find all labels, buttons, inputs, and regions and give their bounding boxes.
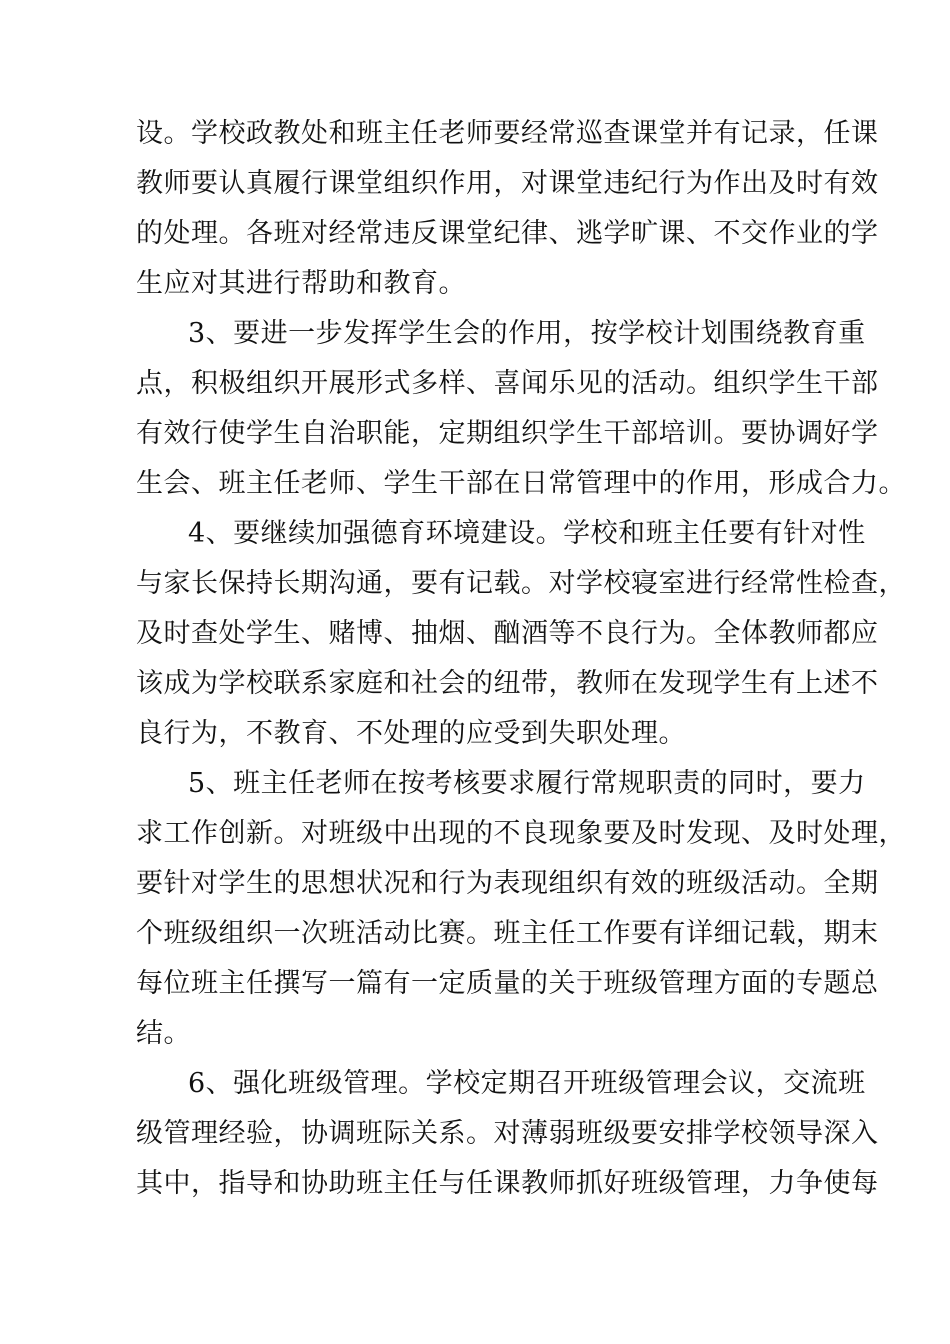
text-line: 生应对其进行帮助和教育。 bbox=[136, 268, 466, 299]
text-line: 个班级组织一次班活动比赛。班主任工作要有详细记载，期末 bbox=[136, 918, 879, 949]
text-line: 生会、班主任老师、学生干部在日常管理中的作用，形成合力。 bbox=[136, 468, 906, 499]
text-line: 要针对学生的思想状况和行为表现组织有效的班级活动。全期 bbox=[136, 868, 879, 899]
text-line: 教师要认真履行课堂组织作用，对课堂违纪行为作出及时有效 bbox=[136, 168, 879, 199]
paragraph-first-line: 4、要继续加强德育环境建设。学校和班主任要有针对性 bbox=[188, 518, 866, 549]
text-line: 及时查处学生、赌博、抽烟、酗酒等不良行为。全体教师都应 bbox=[136, 618, 879, 649]
text-line: 点，积极组织开展形式多样、喜闻乐见的活动。组织学生干部 bbox=[136, 368, 879, 399]
text-line: 每位班主任撰写一篇有一定质量的关于班级管理方面的专题总 bbox=[136, 968, 879, 999]
text-line: 求工作创新。对班级中出现的不良现象要及时发现、及时处理， bbox=[136, 818, 906, 849]
text-line: 设。学校政教处和班主任老师要经常巡查课堂并有记录，任课 bbox=[136, 118, 879, 149]
text-line: 其中，指导和协助班主任与任课教师抓好班级管理，力争使每 bbox=[136, 1168, 879, 1199]
text-line: 有效行使学生自治职能，定期组织学生干部培训。要协调好学 bbox=[136, 418, 879, 449]
text-line: 良行为，不教育、不处理的应受到失职处理。 bbox=[136, 718, 686, 749]
text-line: 与家长保持长期沟通，要有记载。对学校寝室进行经常性检查， bbox=[136, 568, 906, 599]
paragraph-first-line: 6、强化班级管理。学校定期召开班级管理会议，交流班 bbox=[188, 1068, 866, 1099]
text-line: 的处理。各班对经常违反课堂纪律、逃学旷课、不交作业的学 bbox=[136, 218, 879, 249]
paragraph-first-line: 5、班主任老师在按考核要求履行常规职责的同时，要力 bbox=[188, 768, 866, 799]
text-line: 级管理经验，协调班际关系。对薄弱班级要安排学校领导深入 bbox=[136, 1118, 879, 1149]
paragraph-first-line: 3、要进一步发挥学生会的作用，按学校计划围绕教育重 bbox=[188, 318, 866, 349]
text-line: 结。 bbox=[136, 1018, 191, 1049]
text-line: 该成为学校联系家庭和社会的纽带，教师在发现学生有上述不 bbox=[136, 668, 879, 699]
